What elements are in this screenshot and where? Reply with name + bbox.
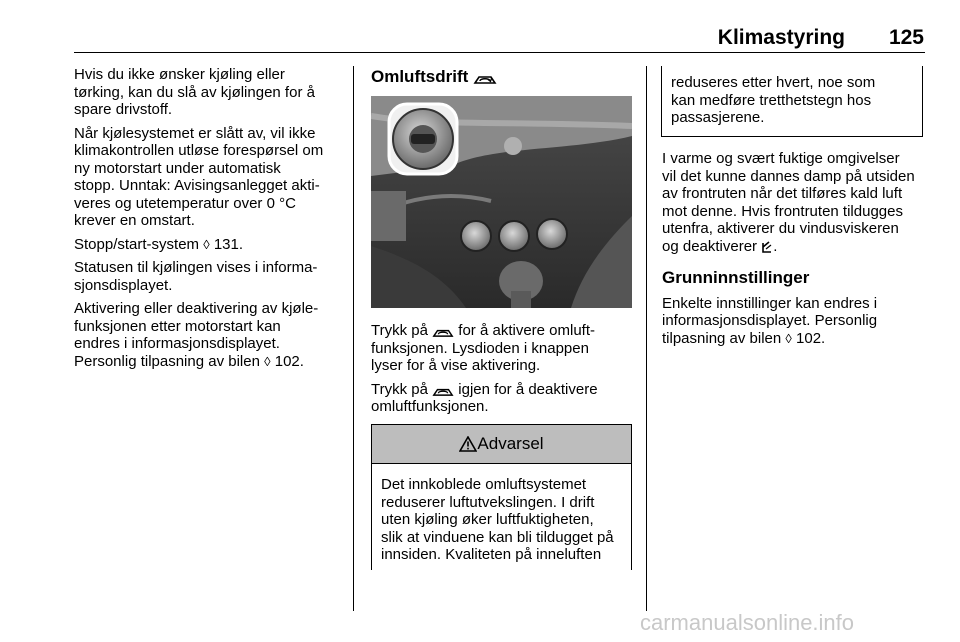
warning-continuation-box — [661, 66, 923, 137]
dashboard-photo — [371, 96, 632, 308]
cross-reference-page[interactable]: 102. — [796, 329, 826, 347]
column-divider-2 — [646, 66, 647, 611]
warning-triangle-icon — [459, 436, 477, 452]
paragraph: Når kjølesystemet er slått av, vil ikke klimakontrollen utløse forespørsel om ny motorstart under automatisk stopp. Unntak: Avisingsanlegget akti- veres og utetemperatur over 0 °C krever en omstart. — [74, 124, 324, 229]
wiper-icon — [761, 241, 773, 254]
recirculation-icon — [432, 384, 454, 397]
column-2 — [371, 68, 636, 86]
recirculation-icon — [473, 71, 497, 85]
climate-control-panel-image — [371, 96, 632, 308]
section-heading: Grunninnstillinger — [662, 268, 810, 287]
paragraph — [74, 236, 346, 254]
paragraph: I varme og svært fuktige omgivelser vil det kunne dannes damp på utsiden av frontruten når det tilføres kald luft mot denne. Hvis frontruten tildugges utenfra, aktiverer du vindusviskeren og deaktiverer . — [662, 150, 915, 255]
cross-reference-text: Personlig tilpasning av bilen — [74, 352, 260, 370]
header-divider — [74, 52, 925, 53]
column-1 — [74, 66, 346, 376]
paragraph: Hvis du ikke ønsker kjøling eller tørking, kan du slå av kjølingen for å spare drivstoff. — [74, 66, 315, 118]
cross-reference-text: Stopp/start-system — [74, 235, 200, 253]
warning-box — [371, 424, 632, 570]
warning-title: Advarsel — [477, 434, 544, 453]
cross-reference-page[interactable]: 131. — [213, 235, 244, 253]
watermark: carmanualsonline.info — [640, 610, 855, 635]
paragraph: Statusen til kjølingen vises i informa- sjonsdisplayet. — [74, 259, 318, 294]
warning-body: Det innkoblede omluftsystemet reduserer luftutvekslingen. I drift uten kjøling øker luftfuktigheten, slik at vinduene kan bli tildugget på innsiden. Kvaliteten på inneluften — [381, 476, 614, 563]
reference-arrow-icon: ◊ — [785, 330, 792, 346]
page-number: 125 — [888, 26, 924, 49]
cross-reference-page[interactable]: 102. — [274, 352, 304, 370]
paragraph: Enkelte innstillinger kan endres i informasjonsdisplayet. Personlig tilpasning av bilen ◊ 102. — [662, 294, 878, 347]
column-divider-1 — [353, 66, 354, 611]
column-3 — [662, 150, 927, 353]
section-heading: Omluftsdrift — [371, 68, 636, 86]
paragraph: Trykk på for å aktivere omluft- funksjonen. Lysdioden i knappen lyser for å vise aktivering. — [371, 322, 596, 374]
paragraph: Trykk på igjen for å deaktivere omluftfunksjonen. — [371, 380, 598, 415]
page-title: Klimastyring — [717, 26, 845, 49]
reference-arrow-icon: ◊ — [264, 353, 271, 369]
column-2-text — [371, 322, 636, 422]
cross-reference-text: tilpasning av bilen — [662, 329, 782, 347]
recirculation-icon — [432, 325, 454, 338]
paragraph: Aktivering eller deaktivering av kjøle- funksjonen etter motorstart kan endres i informasjonsdisplayet. Personlig tilpasning av bilen ◊ 102. — [74, 300, 319, 370]
reference-arrow-icon: ◊ — [203, 236, 210, 252]
warning-header — [372, 425, 631, 464]
warning-continuation-body: reduseres etter hvert, noe som kan medføre tretthetstegn hos passasjerene. — [671, 74, 876, 126]
